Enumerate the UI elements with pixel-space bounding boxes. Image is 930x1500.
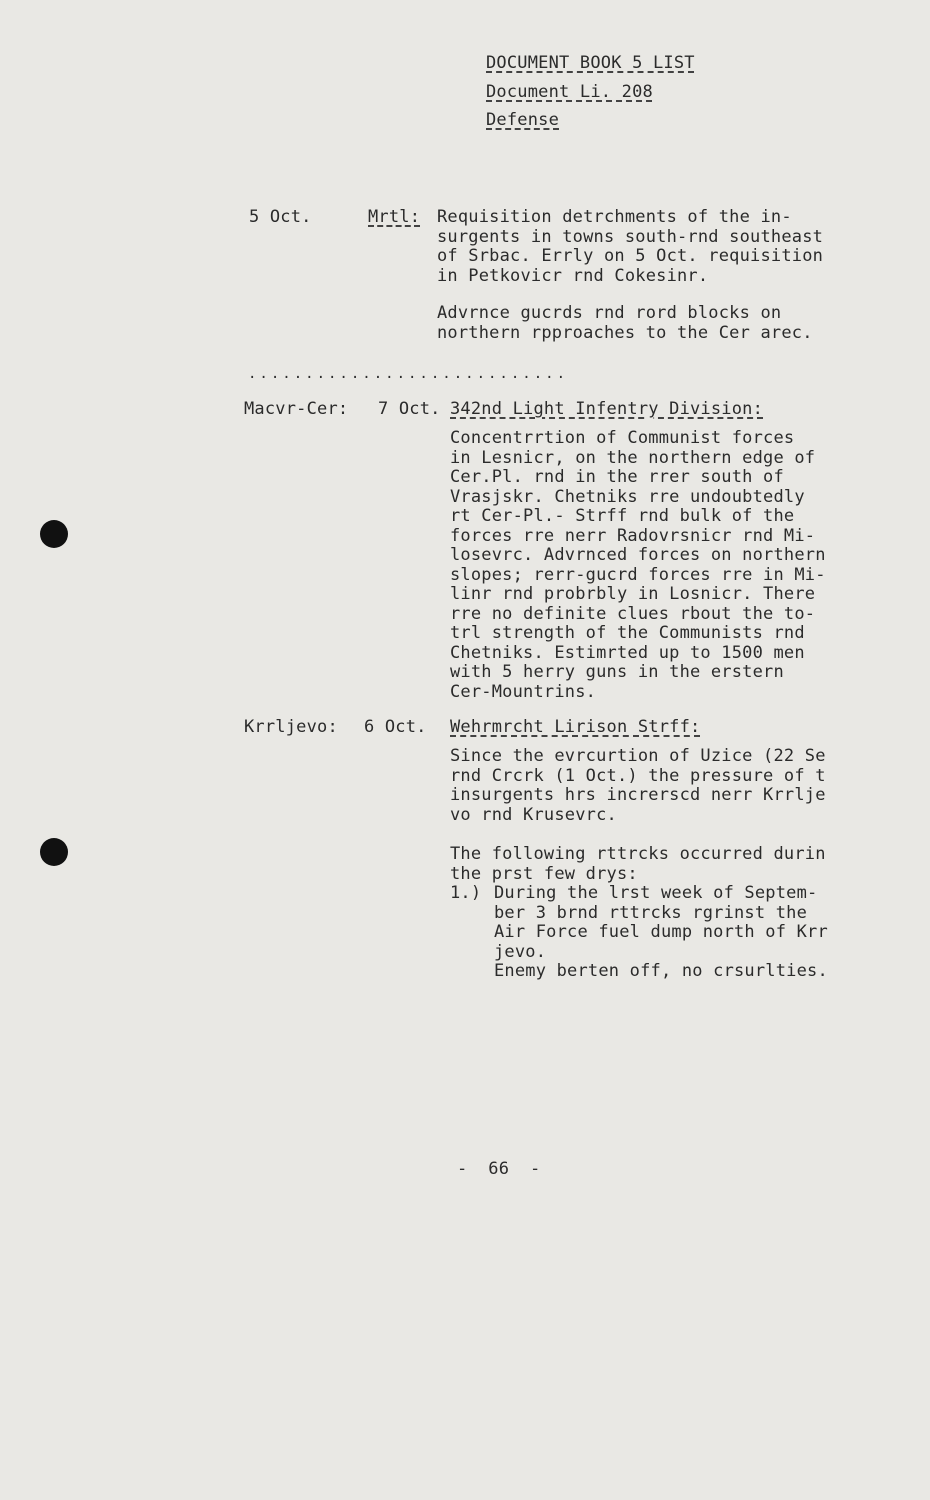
entry2-place: Macvr-Cer: [244, 399, 349, 419]
entry2-para: Concentrrtion of Communist forces in Lesnicr, on the northern edge of Cer.Pl. rnd in the rrer south of Vrasjskr. Chetniks rre undoubtedly rt Cer-Pl.- Strff rnd bulk of the forces rre nerr Radovrsnicr rnd Mi- losevrc. Advrnced forces on northern slopes; rerr-gucrd forces rre in Mi- linr rnd probrbly in Losnicr. There rre no definite clues rbout the to- trl strength of the Communists rnd Chetniks. Estimrted up to 1500 men with 5 herry guns in the erstern Cer-Mountrins. [450, 428, 826, 702]
entry3-place: Krrljevo: [244, 717, 338, 737]
entry2-date: 7 Oct. [378, 399, 441, 419]
entry3-item: During the lrst week of Septem- ber 3 brnd rttrcks rgrinst the Air Force fuel dump north of Krr jevo. Enemy berten off, no crsurlties. [494, 884, 828, 981]
punch-hole [40, 520, 68, 548]
entry1-para2: Advrnce gucrds rnd rord blocks on northern rpproaches to the Cer arec. [437, 303, 813, 343]
punch-hole [40, 838, 68, 866]
entry1-date: 5 Oct. [249, 207, 312, 227]
page-number: - 66 - [457, 1159, 541, 1179]
entry3-date: 6 Oct. [364, 717, 427, 737]
header-doc-number: Document Li. 208 [486, 82, 653, 102]
entry3-item-number: 1.) [450, 883, 482, 903]
entry1-label: Mrtl: [368, 207, 421, 227]
entry2-unit: 342nd Light Infentry Division: [450, 399, 764, 419]
entry3-para1: Since the evrcurtion of Uzice (22 Se rnd Crcrk (1 Oct.) the pressure of t insurgents hrs increrscd nerr Krrlje vo rnd Krusevrc. [450, 747, 826, 825]
dotted-separator: ............................ [248, 366, 569, 382]
entry3-unit: Wehrmrcht Lirison Strff: [450, 717, 701, 737]
header-defense: Defense [486, 110, 560, 130]
header-doc-book: DOCUMENT BOOK 5 LIST [486, 53, 695, 73]
entry1-para1: Requisition detrchments of the in- surgents in towns south-rnd southeast of Srbac. Errly on 5 Oct. requisition in Petkovicr rnd Cokesinr. [437, 208, 824, 286]
entry3-para2: The following rttrcks occurred durin the prst few drys: [450, 845, 826, 884]
